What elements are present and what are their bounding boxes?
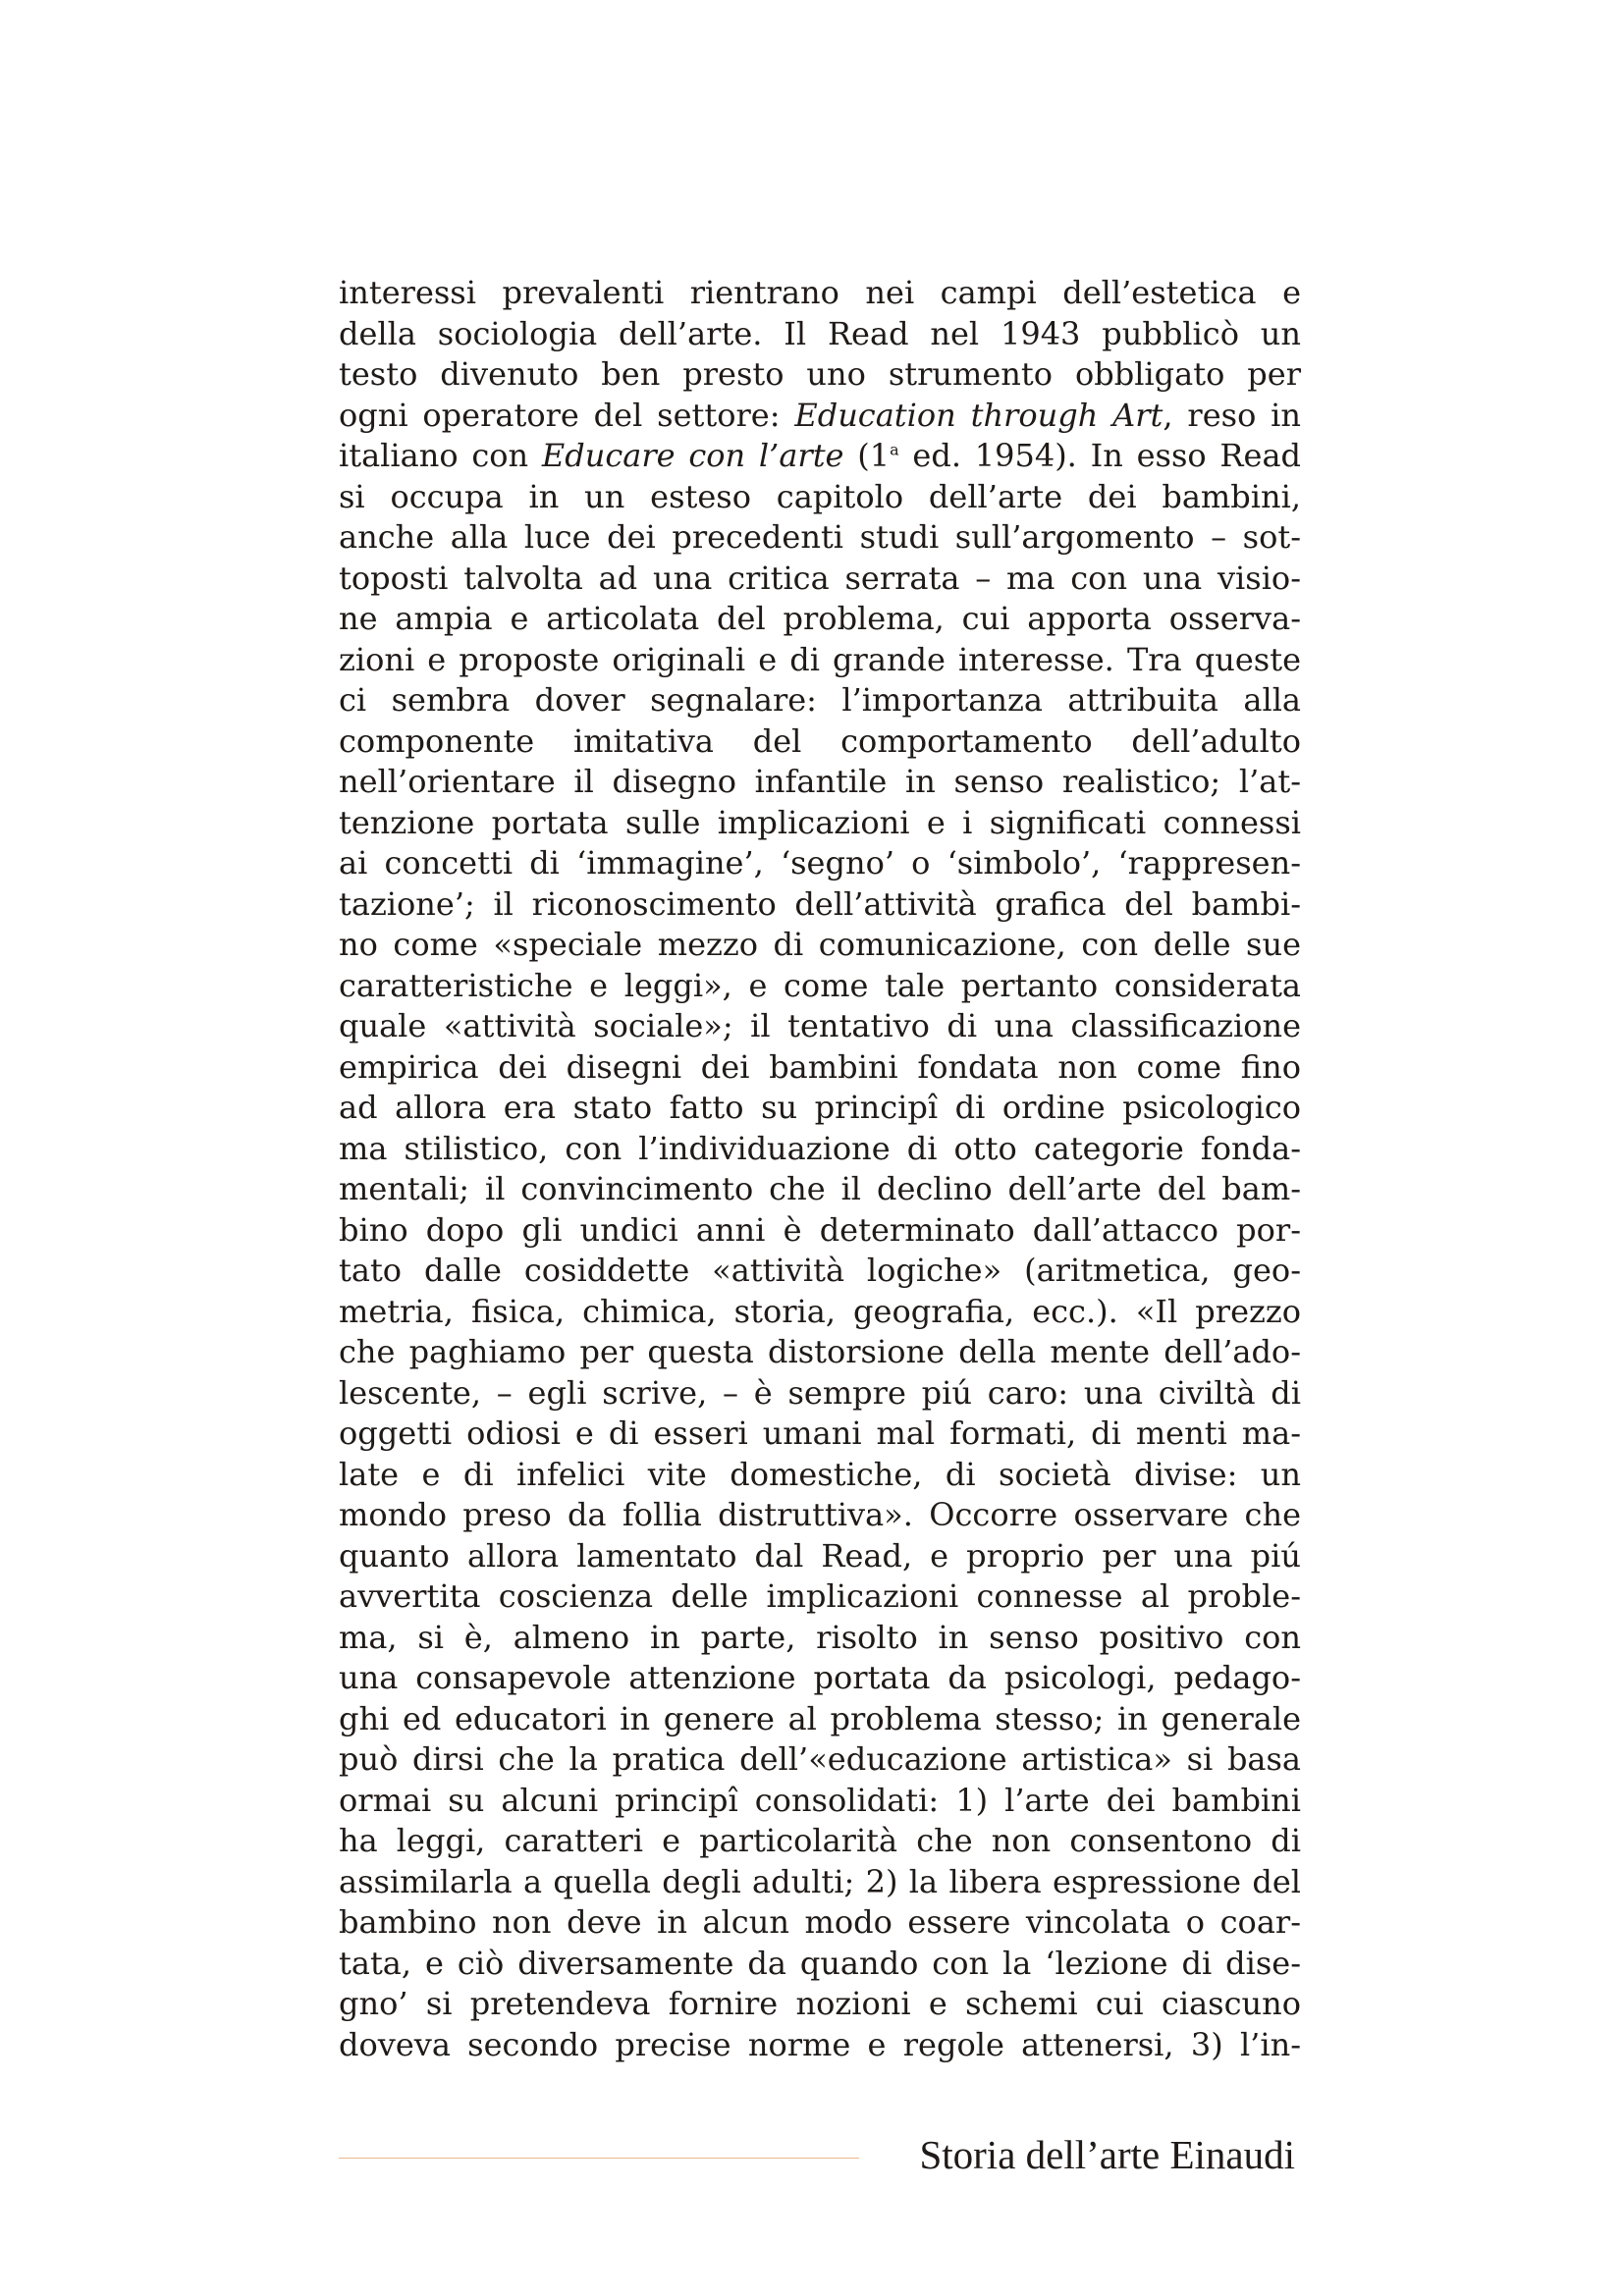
body-text	[339, 273, 1301, 2065]
text-line: ma, si è, almeno in parte, risolto in senso positivo con	[339, 1618, 1301, 1656]
text-line: che paghiamo per questa distorsione della mente dell’ado-	[339, 1333, 1301, 1370]
text-line: componente imitativa del comportamento dell’adulto	[339, 721, 1301, 760]
text-line: zioni e proposte originali e di grande interesse. Tra queste	[339, 640, 1301, 678]
text-line: quanto allora lamentato dal Read, e proprio per una piú	[339, 1536, 1301, 1575]
text-line: della sociologia dell’arte. Il Read nel 1943 pubblicò un	[339, 314, 1301, 352]
line-segment: italiano con	[339, 437, 542, 474]
italic-title: Education through Art	[794, 396, 1163, 434]
footer-title: Storia dell’arte Einaudi	[919, 2132, 1295, 2177]
page-footer	[339, 2130, 1301, 2189]
text-line: ormai su alcuni principî consolidati: 1) l’arte dei bambini	[339, 1781, 1301, 1819]
text-line: ha leggi, caratteri e particolarità che non consentono di	[339, 1822, 1301, 1859]
text-line: ci sembra dover segnalare: l’importanza attribuita alla	[339, 681, 1301, 719]
text-line: tenzione portata sulle implicazioni e i significati connessi	[339, 803, 1301, 841]
text-line: mondo preso da follia distruttiva». Occorre osservare che	[339, 1496, 1301, 1533]
superscript: a	[890, 440, 899, 459]
text-line: assimilarla a quella degli adulti; 2) la libera espressione del	[339, 1862, 1301, 1900]
line-segment: (1	[843, 437, 891, 474]
text-line: bino dopo gli undici anni è determinato dall’attacco por-	[339, 1210, 1301, 1249]
text-line: tato dalle cosiddette «attività logiche» (aritmetica, geo-	[339, 1252, 1301, 1289]
text-line: tazione’; il riconoscimento dell’attività grafica del bambi-	[339, 884, 1301, 923]
text-line: doveva secondo precise norme e regole attenersi, 3) l’in-	[339, 2025, 1301, 2063]
text-line: bambino non deve in alcun modo essere vincolata o coar-	[339, 1903, 1301, 1941]
line-segment: , reso in	[1163, 396, 1302, 434]
line-segment: ed. 1954). In esso Read	[898, 437, 1302, 474]
text-line: no come «speciale mezzo di comunicazione, con delle sue	[339, 926, 1301, 963]
line-segment: ogni operatore del settore:	[339, 396, 795, 434]
text-line: testo divenuto ben presto uno strumento obbligato per	[339, 355, 1301, 393]
text-line: si occupa in un esteso capitolo dell’arte dei bambini,	[339, 477, 1301, 515]
text-line: metria, fisica, chimica, storia, geografia, ecc.). «Il prezzo	[339, 1292, 1301, 1330]
text-line: caratteristiche e leggi», e come tale pertanto considerata	[339, 966, 1301, 1004]
italic-title: Educare con l’arte	[541, 437, 844, 474]
text-line: quale «attività sociale»; il tentativo di una classificazione	[339, 1007, 1301, 1044]
text-line: ai concetti di ‘immagine’, ‘segno’ o ‘simbolo’, ‘rappresen-	[339, 844, 1301, 881]
text-line: ne ampia e articolata del problema, cui apporta osserva-	[339, 600, 1301, 637]
text-line	[339, 436, 1301, 477]
text-line: ma stilistico, con l’individuazione di otto categorie fonda-	[339, 1129, 1301, 1167]
text-line: toposti talvolta ad una critica serrata – ma con una visio-	[339, 559, 1301, 597]
text-line: mentali; il convincimento che il declino dell’arte del bam-	[339, 1170, 1301, 1207]
text-line: ad allora era stato fatto su principî di ordine psicologico	[339, 1089, 1301, 1126]
text-line: può dirsi che la pratica dell’«educazione artistica» si basa	[339, 1740, 1301, 1778]
footer-rule	[339, 2158, 859, 2159]
text-line: ghi ed educatori in genere al problema stesso; in generale	[339, 1699, 1301, 1737]
text-line: avvertita coscienza delle implicazioni connesse al proble-	[339, 1577, 1301, 1615]
text-line	[339, 396, 1301, 437]
text-line: interessi prevalenti rientrano nei campi dell’estetica e	[339, 274, 1301, 311]
text-line: gno’ si pretendeva fornire nozioni e schemi cui ciascuno	[339, 1985, 1301, 2022]
text-line: lescente, – egli scrive, – è sempre piú caro: una civiltà di	[339, 1373, 1301, 1412]
text-line: oggetti odiosi e di esseri umani mal formati, di menti ma-	[339, 1415, 1301, 1452]
text-line: nell’orientare il disegno infantile in senso realistico; l’at-	[339, 763, 1301, 800]
text-line: tata, e ciò diversamente da quando con la ‘lezione di dise-	[339, 1944, 1301, 1982]
text-line: late e di infelici vite domestiche, di società divise: un	[339, 1455, 1301, 1493]
text-line: una consapevole attenzione portata da psicologi, pedago-	[339, 1659, 1301, 1696]
text-line: empirica dei disegni dei bambini fondata non come fino	[339, 1047, 1301, 1086]
text-line: anche alla luce dei precedenti studi sull’argomento – sot-	[339, 518, 1301, 556]
